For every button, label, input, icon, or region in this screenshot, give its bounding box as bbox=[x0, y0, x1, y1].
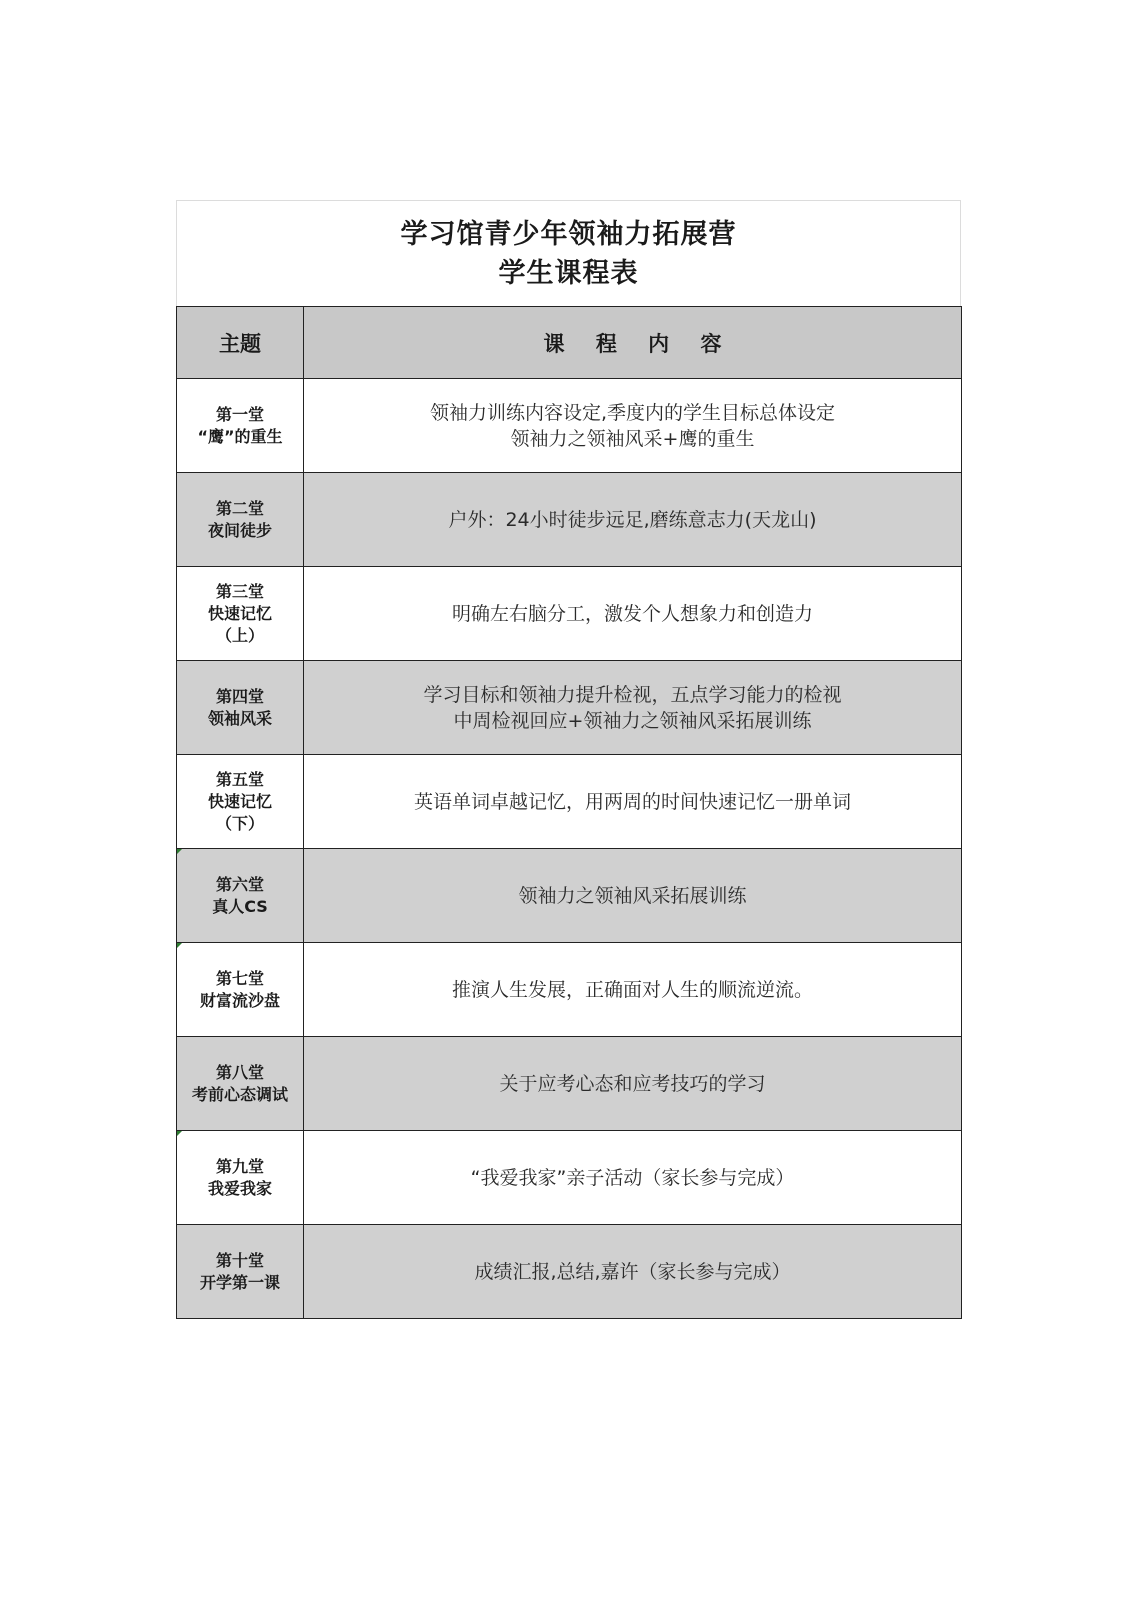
content-line: 领袖力训练内容设定,季度内的学生目标总体设定 bbox=[429, 401, 836, 424]
cell-corner-marker bbox=[177, 943, 182, 948]
topic-line: 第十堂 bbox=[215, 1250, 264, 1270]
topic-line: 第五堂 bbox=[215, 769, 264, 789]
topic-line: 第三堂 bbox=[215, 581, 264, 601]
topic-line: 第六堂 bbox=[215, 874, 264, 894]
topic-line: 夜间徒步 bbox=[207, 520, 272, 540]
topic-line: 财富流沙盘 bbox=[199, 990, 280, 1010]
cell-corner-marker bbox=[177, 1131, 182, 1136]
table-row bbox=[177, 849, 962, 943]
table-row bbox=[177, 379, 962, 473]
topic-line: 真人CS bbox=[212, 896, 268, 916]
table-header-row bbox=[177, 307, 962, 379]
content-line: 英语单词卓越记忆，用两周的时间快速记忆一册单词 bbox=[413, 790, 851, 813]
topic-line: 第八堂 bbox=[215, 1062, 264, 1082]
content-cell bbox=[304, 943, 962, 1037]
content-line: 成绩汇报,总结,嘉许（家长参与完成） bbox=[474, 1260, 791, 1283]
content-line: “我爱我家”亲子活动（家长参与完成） bbox=[470, 1166, 795, 1189]
topic-line: 第四堂 bbox=[215, 686, 264, 706]
topic-cell bbox=[177, 1037, 304, 1131]
topic-line: 快速记忆 bbox=[207, 603, 272, 623]
topic-cell bbox=[177, 379, 304, 473]
content-cell bbox=[304, 1037, 962, 1131]
header-content bbox=[304, 307, 962, 379]
table-row bbox=[177, 1037, 962, 1131]
table-row bbox=[177, 755, 962, 849]
header-content-label: 课 程 内 容 bbox=[543, 331, 734, 356]
schedule-table bbox=[176, 306, 962, 1319]
topic-cell bbox=[177, 1131, 304, 1225]
table-row bbox=[177, 1131, 962, 1225]
table-row bbox=[177, 661, 962, 755]
topic-line: 考前心态调试 bbox=[191, 1084, 288, 1104]
content-line: 学习目标和领袖力提升检视，五点学习能力的检视 bbox=[423, 683, 842, 706]
topic-line: （上） bbox=[215, 625, 264, 645]
page-title: 学习馆青少年领袖力拓展营 bbox=[400, 218, 737, 250]
topic-line: 快速记忆 bbox=[207, 791, 272, 811]
page-subtitle: 学生课程表 bbox=[498, 257, 639, 289]
table-body bbox=[177, 379, 962, 1319]
content-line: 领袖力之领袖风采+鹰的重生 bbox=[510, 427, 755, 450]
content-cell bbox=[304, 1225, 962, 1319]
content-cell bbox=[304, 379, 962, 473]
content-line: 关于应考心态和应考技巧的学习 bbox=[499, 1072, 766, 1095]
content-line: 领袖力之领袖风采拓展训练 bbox=[518, 884, 747, 907]
topic-cell bbox=[177, 849, 304, 943]
topic-line: 第七堂 bbox=[215, 968, 264, 988]
topic-line: 我爱我家 bbox=[207, 1178, 272, 1198]
schedule-sheet bbox=[176, 200, 961, 1319]
table-row bbox=[177, 1225, 962, 1319]
content-line: 中周检视回应+领袖力之领袖风采拓展训练 bbox=[453, 709, 812, 732]
table-row bbox=[177, 473, 962, 567]
table-row bbox=[177, 943, 962, 1037]
content-cell bbox=[304, 567, 962, 661]
content-cell bbox=[304, 849, 962, 943]
content-cell bbox=[304, 755, 962, 849]
title-box bbox=[176, 200, 961, 306]
content-cell bbox=[304, 661, 962, 755]
topic-cell bbox=[177, 661, 304, 755]
table-row bbox=[177, 567, 962, 661]
content-line: 户外：24小时徒步远足,磨练意志力(天龙山) bbox=[448, 508, 817, 531]
content-cell bbox=[304, 1131, 962, 1225]
content-cell bbox=[304, 473, 962, 567]
topic-line: “鹰”的重生 bbox=[197, 426, 283, 446]
content-line: 推演人生发展，正确面对人生的顺流逆流。 bbox=[451, 978, 813, 1001]
topic-line: 领袖风采 bbox=[207, 708, 272, 728]
topic-cell bbox=[177, 755, 304, 849]
topic-cell bbox=[177, 1225, 304, 1319]
topic-line: 开学第一课 bbox=[199, 1272, 280, 1292]
cell-corner-marker bbox=[177, 849, 182, 854]
topic-line: 第一堂 bbox=[215, 404, 264, 424]
topic-line: 第二堂 bbox=[215, 498, 264, 518]
topic-line: （下） bbox=[215, 813, 264, 833]
topic-cell bbox=[177, 567, 304, 661]
header-topic: 主题 bbox=[177, 307, 304, 379]
content-line: 明确左右脑分工，激发个人想象力和创造力 bbox=[451, 602, 813, 625]
topic-line: 第九堂 bbox=[215, 1156, 264, 1176]
topic-cell bbox=[177, 943, 304, 1037]
topic-cell bbox=[177, 473, 304, 567]
